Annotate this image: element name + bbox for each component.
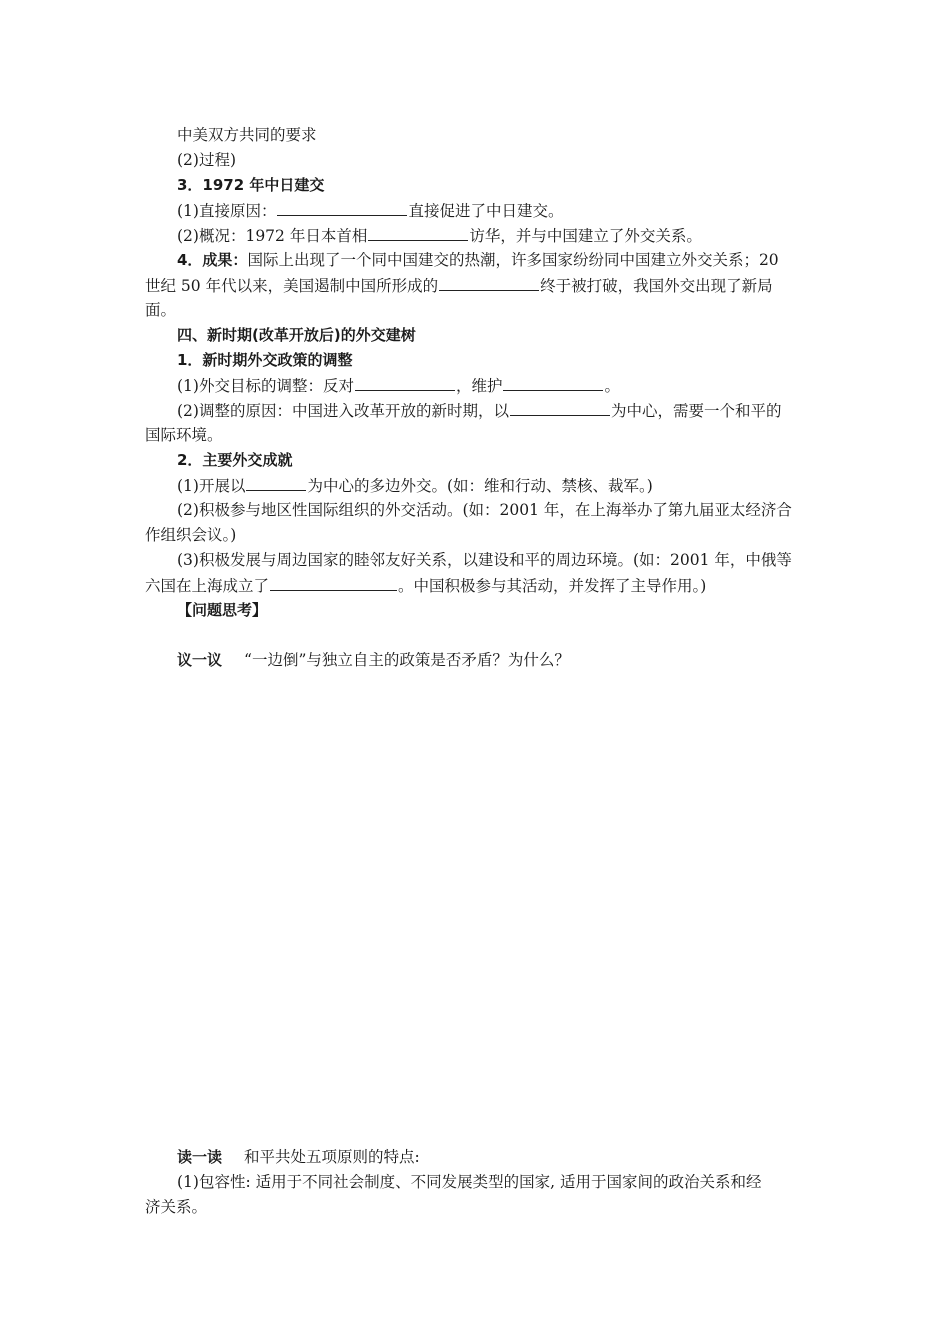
text-line: (1)开展以 为中心的多边外交。(如：维和行动、禁核、裁军。)	[177, 473, 810, 499]
text-line: 六国在上海成立了 。中国积极参与其活动，并发挥了主导作用。)	[145, 573, 810, 599]
fill-blank[interactable]	[510, 398, 610, 416]
fill-blank[interactable]	[439, 273, 539, 291]
text-line: (2)过程)	[177, 151, 237, 169]
text-line: 国际环境。	[145, 426, 223, 444]
section-heading: 四、新时期(改革开放后)的外交建树	[177, 326, 416, 344]
fill-blank[interactable]	[277, 198, 407, 216]
text-line: (1)外交目标的调整：反对 ，维护 。	[177, 373, 810, 399]
text-line: (1)直接原因： 直接促进了中日建交。	[177, 198, 810, 224]
text-line: (2)概况：1972 年日本首相 访华，并与中国建立了外交关系。	[177, 223, 810, 249]
fill-blank[interactable]	[368, 223, 468, 241]
fill-blank[interactable]	[355, 373, 455, 391]
fill-blank[interactable]	[270, 573, 397, 591]
text-line: 面。	[145, 301, 177, 319]
text-line: 中美双方共同的要求	[177, 126, 317, 144]
subsection-heading: 1．新时期外交政策的调整	[177, 351, 353, 369]
discussion-question: 议一议 “一边倒”与独立自主的政策是否矛盾？为什么？	[177, 651, 570, 669]
text-line: 济关系。	[145, 1198, 208, 1216]
section-heading-questions: 【问题思考】	[177, 601, 268, 619]
text-line: (2)积极参与地区性国际组织的外交活动。(如：2001 年，在上海举办了第九届亚太经济合	[177, 501, 792, 519]
subsection-heading: 2．主要外交成就	[177, 451, 293, 469]
text-line: (1)包容性: 适用于不同社会制度、不同发展类型的国家, 适用于国家间的政治关系和经	[177, 1173, 762, 1191]
text-line: 4．成果：国际上出现了一个同中国建交的热潮，许多国家纷纷同中国建立外交关系；20	[177, 251, 779, 269]
text-line: (3)积极发展与周边国家的睦邻友好关系，以建设和平的周边环境。(如：2001 年，中俄等	[177, 551, 792, 569]
reading-heading: 读一读 和平共处五项原则的特点:	[177, 1148, 420, 1166]
text-line: (2)调整的原因：中国进入改革开放的新时期，以 为中心，需要一个和平的	[177, 398, 810, 424]
fill-blank[interactable]	[246, 473, 306, 491]
text-line: 世纪 50 年代以来，美国遏制中国所形成的 终于被打破，我国外交出现了新局	[145, 273, 810, 299]
text-line: 作组织会议。)	[145, 526, 237, 544]
fill-blank[interactable]	[503, 373, 603, 391]
section-heading: 3．1972 年中日建交	[177, 176, 325, 194]
